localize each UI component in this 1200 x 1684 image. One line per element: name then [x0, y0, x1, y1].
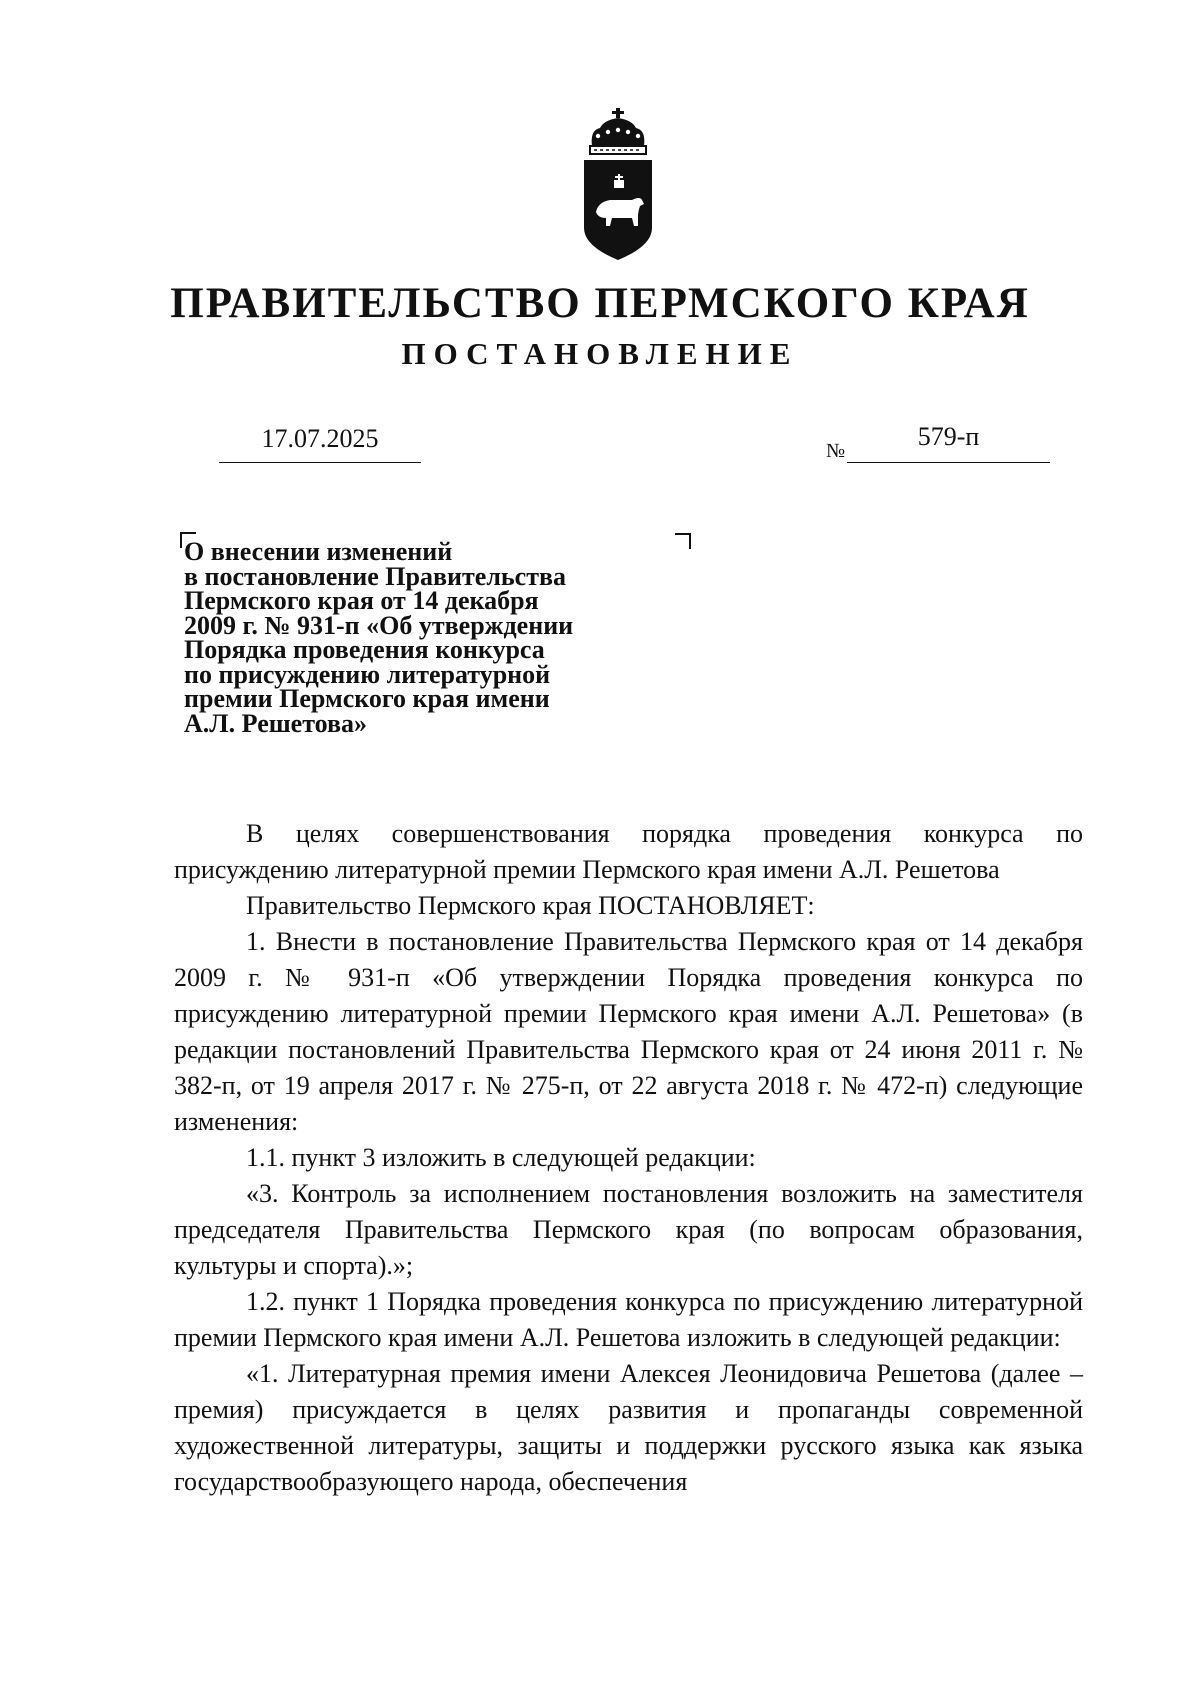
- document-body: [174, 816, 1083, 1500]
- body-paragraph-item-1-1: 1.1. пункт 3 изложить в следующей редакции:: [246, 1143, 756, 1172]
- body-paragraph-item-1-2: 1.2. пункт 1 Порядка проведения конкурса по присуждению литературной премии Пермского края имени А.Л. Решетова изложить в следующей редакции:: [174, 1287, 1083, 1352]
- body-paragraph-preamble: В целях совершенствования порядка проведения конкурса по присуждению литературной премии Пермского края имени А.Л. Решетова: [174, 819, 1083, 884]
- date-field: [219, 418, 421, 463]
- subject-line: Пермского края от 14 декабря: [184, 586, 539, 615]
- org-title: ПРАВИТЕЛЬСТВО ПЕРМСКОГО КРАЯ: [170, 280, 1030, 327]
- subject-corner-mark-right: [675, 533, 691, 549]
- subject-line: Порядка проведения конкурса: [184, 635, 545, 664]
- subject-line: 2009 г. № 931-п «Об утверждении: [184, 610, 574, 640]
- subject-line: по присуждению литературной: [184, 659, 551, 689]
- document-subject: [184, 537, 654, 738]
- subject-line: А.Л. Решетова»: [184, 708, 368, 738]
- body-paragraph-item-1-1-text: «3. Контроль за исполнением постановления возложить на заместителя председателя Правительства Пермского края (по вопросам образования, культуры и спорта).»;: [174, 1179, 1083, 1280]
- body-paragraph-resolves: Правительство Пермского края ПОСТАНОВЛЯЕТ:: [246, 891, 815, 920]
- body-paragraph-item-1-2-text: «1. Литературная премия имени Алексея Леонидовича Решетова (далее – премия) присуждается в целях развития и пропаганды современной художественной литературы, защиты и поддержки русского языка как языка государствообразующего народа, обеспечения: [174, 1359, 1083, 1496]
- subject-line: в постановление Правительства: [184, 561, 567, 591]
- document-number: 579-п: [917, 422, 980, 451]
- number-sign: №: [826, 440, 846, 462]
- document-type: ПОСТАНОВЛЕНИЕ: [401, 336, 799, 371]
- coat-of-arms-icon: [574, 108, 662, 262]
- subject-line: премии Пермского края имени: [184, 684, 550, 713]
- body-paragraph-item-1: 1. Внести в постановление Правительства Пермского края от 14 декабря 2009 г. № 931-п «Об утверждении Порядка проведения конкурса по присуждению литературной премии Пермского края имени А.Л. Решетова» (в редакции постановлений Правительства Пермского края от 24 июня 2011 г. № 382-п, от 19 апреля 2017 г. № 275-п, от 22 августа 2018 г. № 472-п) следующие изменения:: [174, 927, 1083, 1136]
- number-field: [847, 418, 1050, 463]
- document-date: 17.07.2025: [261, 424, 379, 453]
- subject-line: О внесении изменений: [184, 537, 453, 566]
